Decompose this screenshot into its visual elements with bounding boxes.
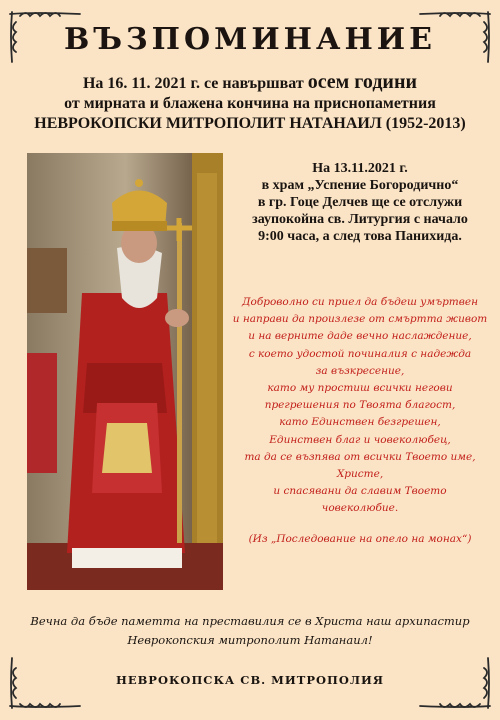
- prayer-line: като му простиш всички негови: [267, 382, 453, 395]
- page-title: ВЪЗПОМИНАНИЕ: [63, 22, 437, 57]
- closing-text: [20, 612, 480, 650]
- prayer-line: и на верните даде вечно наслаждение,: [248, 330, 472, 343]
- prayer-line: и спасявани да славим Твоето: [273, 485, 447, 498]
- intro-line-1-prefix: На 16. 11. 2021 г. се навършват: [82, 75, 308, 92]
- service-line: 9:00 часа, а след това Панихида.: [258, 229, 462, 244]
- service-line: заупокойна св. Литургия с начало: [252, 212, 468, 227]
- footer-signature: НЕВРОКОПСКА СВ. МИТРОПОЛИЯ: [115, 673, 385, 687]
- prayer-line: Доброволно си приел да бъдеш умъртвен: [242, 296, 478, 308]
- prayer-line: Единствен благ и човеколюбец,: [269, 433, 451, 446]
- intro-line-3: НЕВРОКОПСКИ МИТРОПОЛИТ НАТАНАИЛ (1952-2013): [34, 115, 466, 132]
- prayer-line: като Единствен безгрешен,: [279, 416, 441, 429]
- service-line: в храм „Успение Богородично“: [261, 178, 459, 193]
- prayer-line: та да се възпява от всички Твоето име,: [244, 450, 476, 463]
- intro-text: [10, 72, 490, 134]
- prayer-text: [232, 294, 488, 518]
- prayer-line: човеколюбие.: [321, 502, 399, 515]
- prayer-line: и направи да произлезе от смъртта живот: [232, 313, 488, 326]
- service-line: в гр. Гоце Делчев ще се отслужи: [257, 195, 463, 210]
- intro-line-1: [10, 72, 490, 94]
- prayer-line: за възкресение,: [315, 364, 405, 377]
- closing-line: Вечна да бъде паметта на преставилия се в Христа наш архипастир: [30, 614, 470, 628]
- prayer-line: Христе,: [336, 468, 384, 481]
- intro-line-1-emphasis: осем години: [307, 71, 418, 93]
- prayer-source: (Из „Последование на опело на монах“): [248, 533, 472, 545]
- closing-line: Неврокопския митрополит Натанаил!: [127, 633, 373, 647]
- prayer-line: прегрешения по Твоята благост,: [264, 399, 456, 412]
- service-line: На 13.11.2021 г.: [312, 161, 408, 176]
- prayer-line: с което удостой починалия с надежда: [248, 347, 472, 360]
- service-announcement: [232, 160, 488, 245]
- intro-line-2: от мирната и блажена кончина на приснопаметния: [64, 95, 436, 112]
- metropolitan-portrait-photo: [27, 153, 223, 590]
